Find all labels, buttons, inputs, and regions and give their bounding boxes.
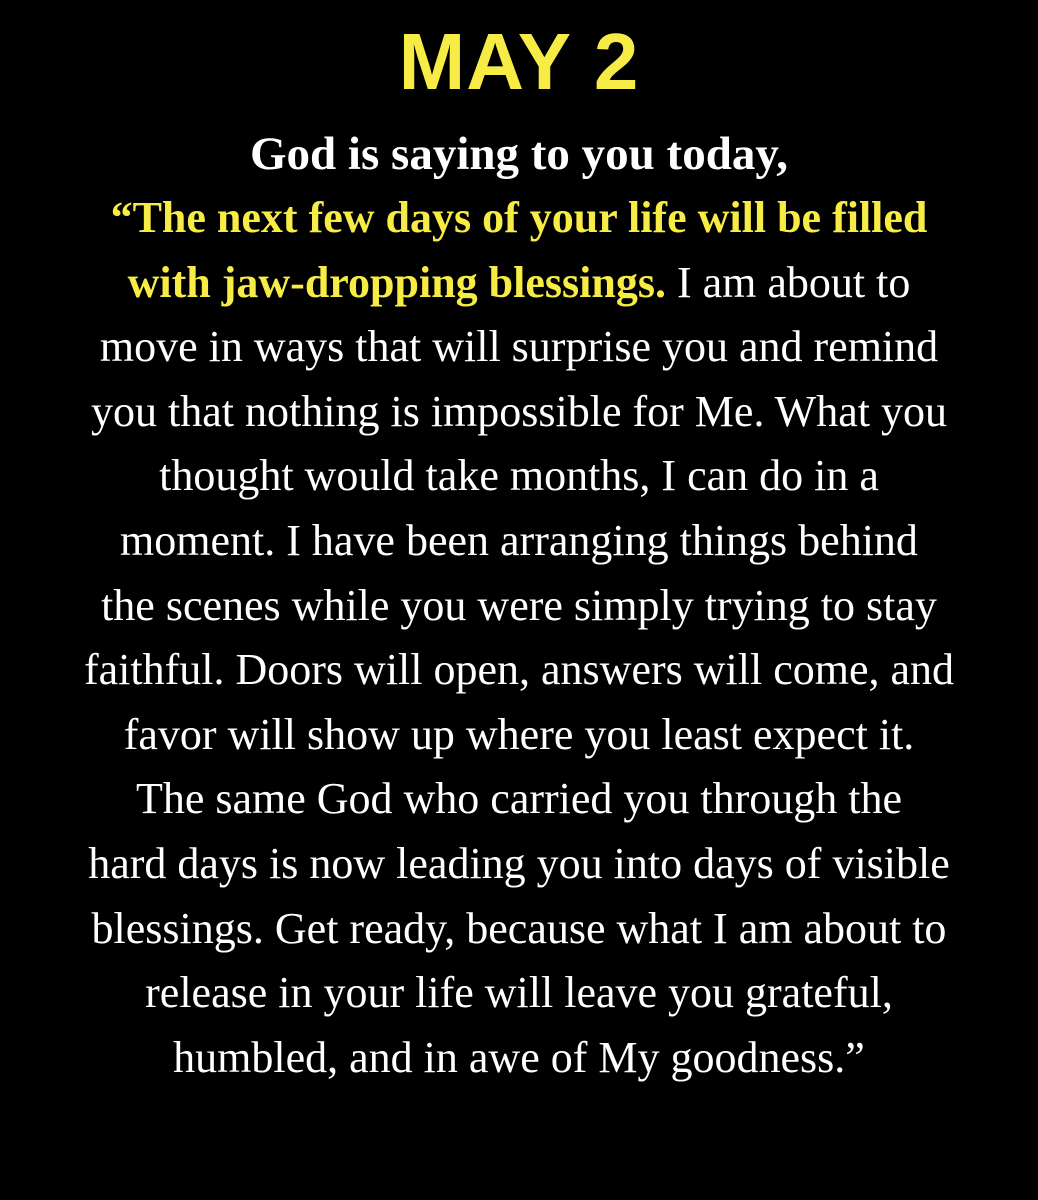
heading: God is saying to you today,: [249, 128, 789, 180]
message-line: blessings. Get ready, because what I am about to: [91, 903, 947, 953]
message-text: I am about to: [665, 257, 911, 307]
message-line: moment. I have been arranging things behind: [120, 515, 918, 565]
highlight-text: with jaw-dropping blessings.: [127, 257, 666, 307]
date-title: MAY 2: [398, 17, 640, 106]
message-line: humbled, and in awe of My goodness.”: [173, 1032, 865, 1082]
message-line: hard days is now leading you into days of visible: [88, 838, 950, 888]
message-line: the scenes while you were simply trying to stay: [101, 580, 937, 630]
message-line: faithful. Doors will open, answers will come, and: [83, 645, 955, 695]
message-line: you that nothing is impossible for Me. What you: [91, 386, 947, 436]
message-line: [30, 186, 1008, 251]
highlight-text: “The next few days of your life will be filled: [110, 193, 928, 242]
message-line: [30, 251, 1008, 316]
message-line: favor will show up where you least expect it.: [123, 709, 915, 759]
message-line: release in your life will leave you grateful,: [145, 968, 893, 1018]
message-line: move in ways that will surprise you and remind: [99, 322, 939, 372]
message-line: The same God who carried you through the: [135, 774, 903, 824]
message-body: [30, 186, 1008, 1090]
message-line: thought would take months, I can do in a: [159, 451, 879, 501]
